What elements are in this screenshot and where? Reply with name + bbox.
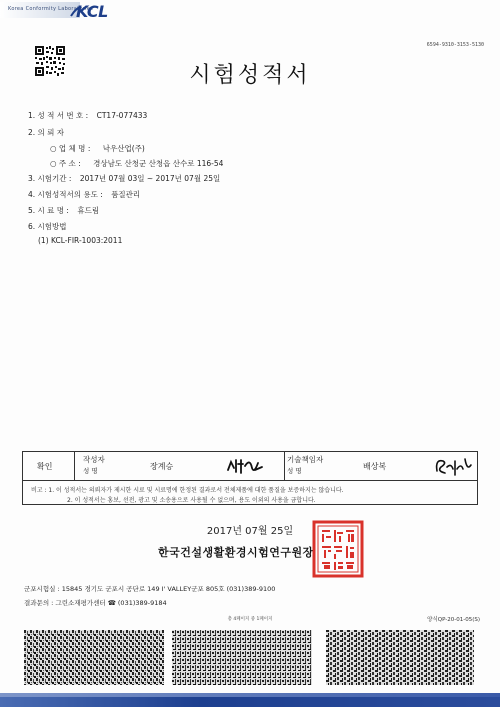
field-client-heading (28, 127, 64, 138)
field-test-period (28, 173, 220, 184)
confirm-cell (23, 452, 75, 480)
field-sample-name (28, 205, 99, 216)
document-number: 6594-9310-3153-5130 (426, 42, 484, 48)
brand-tagline: Korea Conformity Laboratories (8, 6, 94, 12)
field-value: 낙우산업(주) (102, 144, 145, 153)
page-title: 시험성적서 (189, 63, 311, 88)
author-label-bottom: 성 명 (83, 467, 98, 475)
author-cell (75, 452, 285, 480)
field-company (50, 143, 145, 154)
field-value: (1) KCL-FIR-1003:2011 (38, 236, 123, 245)
official-seal-icon (312, 520, 364, 578)
form-code: 양식QP-20-01-05(S) (427, 617, 480, 623)
remarks-box (22, 481, 478, 505)
field-label: 2. 의 뢰 자 (28, 128, 65, 137)
footer-color-bar (0, 697, 500, 707)
tech-manager-cell (285, 452, 479, 480)
field-value: 휴드림 (77, 206, 100, 215)
tech-label-bottom: 성 명 (287, 467, 302, 475)
field-label: ○ 주 소 : (50, 159, 81, 168)
issue-date: 2017년 07월 25일 (206, 526, 294, 537)
field-method-value (38, 236, 122, 245)
kcl-logo: KCL (76, 2, 108, 21)
header-band (0, 0, 500, 22)
field-value: 2017년 07월 03일 ~ 2017년 07월 25일 (79, 174, 221, 183)
field-label: ○ 업 체 명 : (50, 144, 91, 153)
author-label-top: 작성자 (83, 455, 105, 464)
field-label: 6. 시험방법 (28, 222, 67, 231)
remark-line-2: 2. 이 성적서는 홍보, 선전, 광고 및 소송용으로 사용될 수 없으며, 용도 이외의 사용을 금합니다. (67, 497, 316, 504)
field-report-number (28, 110, 147, 121)
inquiry-contact: 결과문의 : 그린소재평가센터 ☎ (031)389-9184 (24, 599, 167, 607)
tech-label-top: 기술책임자 (287, 455, 324, 464)
institution-name: 한국건설생활환경시험연구원장 (158, 546, 314, 559)
field-purpose (28, 189, 140, 200)
lab-address: 군포시험실 : 15845 경기도 군포시 공단로 149 I' VALLEY군포 805호 (031)389-9100 (24, 585, 276, 593)
author-signature-icon (225, 454, 265, 478)
tech-name: 배상복 (363, 462, 387, 471)
field-label: 3. 시험기간 : (28, 174, 72, 183)
footer-color-band (0, 693, 500, 697)
field-value: 경상남도 산청군 산청읍 산수로 116-54 (93, 159, 224, 168)
signature-table (22, 451, 478, 481)
field-test-method (28, 221, 67, 232)
security-pattern-1 (24, 630, 164, 685)
field-label: 5. 시 료 명 : (28, 206, 69, 215)
page-count: 총 4페이지 중 1페이지 (227, 617, 273, 622)
remark-line-1: 비고 : 1. 이 성적서는 의뢰자가 제시한 시료 및 시료명에 한정된 결과로서 전체제품에 대한 품질을 보증하지는 않습니다. (31, 487, 344, 494)
confirm-label: 확인 (37, 462, 53, 471)
security-pattern-3 (326, 630, 474, 685)
tech-signature-icon (433, 453, 475, 479)
author-name: 장계승 (150, 462, 174, 471)
field-address (50, 158, 223, 169)
field-label: 1. 성 적 서 번 호 : (28, 111, 89, 120)
field-value: 품질관리 (111, 190, 141, 199)
field-value: CT17-077433 (96, 111, 148, 120)
security-pattern-2 (172, 630, 312, 685)
field-label: 4. 시험성적서의 용도 : (28, 190, 103, 199)
